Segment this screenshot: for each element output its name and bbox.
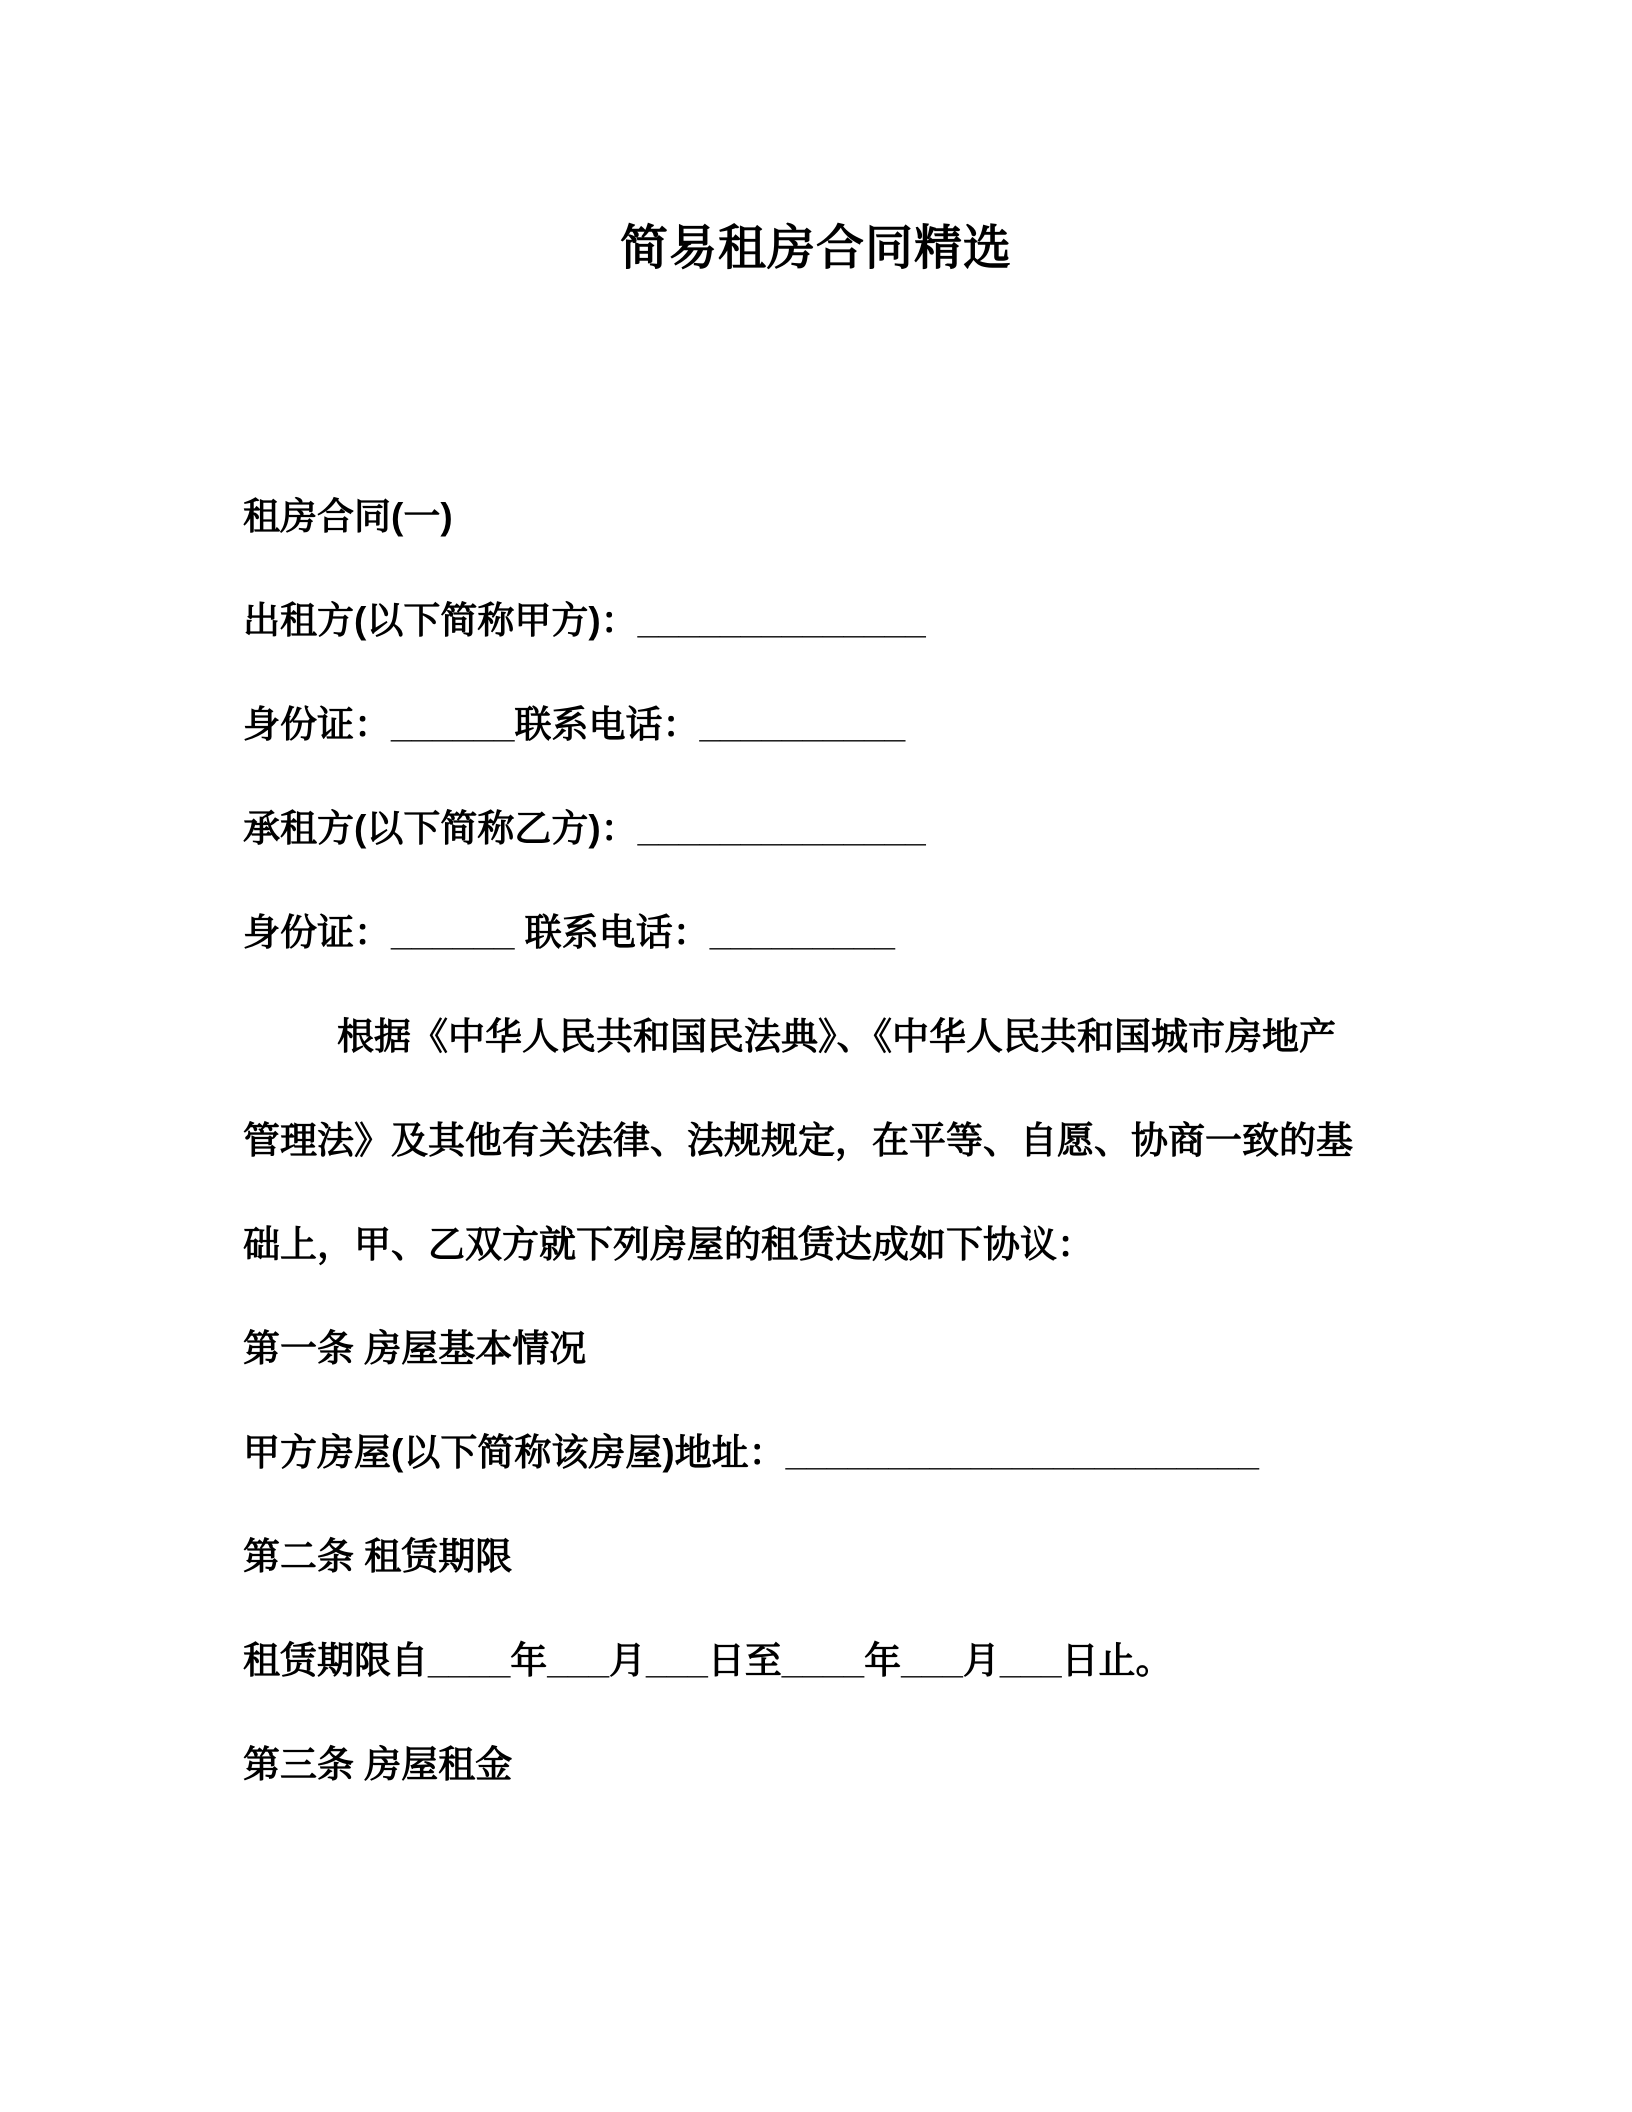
party-a-line: 出租方(以下简称甲方)：______________ xyxy=(243,600,926,641)
legal-basis-line-3: 础上，甲、乙双方就下列房屋的租赁达成如下协议： xyxy=(243,1224,1094,1265)
subtitle: 租房合同(一) xyxy=(243,496,453,537)
legal-basis-paragraph xyxy=(243,985,1393,1297)
party-b-line: 承租方(以下简称乙方)：______________ xyxy=(243,808,926,849)
article-3-heading: 第三条 房屋租金 xyxy=(243,1744,513,1785)
article-1-heading: 第一条 房屋基本情况 xyxy=(243,1328,587,1369)
legal-basis-line-1: 根据《中华人民共和国民法典》、《中华人民共和国城市房地产 xyxy=(337,1016,1336,1057)
party-a-id-line: 身份证：______联系电话：__________ xyxy=(243,704,906,745)
lease-term-line: 租赁期限自____年___月___日至____年___月___日止。 xyxy=(243,1640,1173,1681)
house-address-line: 甲方房屋(以下简称该房屋)地址：_______________________ xyxy=(243,1432,1259,1473)
legal-basis-line-2: 管理法》及其他有关法律、法规规定，在平等、自愿、协商一致的基 xyxy=(243,1120,1353,1161)
document-body xyxy=(243,465,1393,1817)
document-title: 简易租房合同精选 xyxy=(619,222,1012,275)
party-b-id-line: 身份证：______ 联系电话：_________ xyxy=(243,912,895,953)
article-2-heading: 第二条 租赁期限 xyxy=(243,1536,513,1577)
